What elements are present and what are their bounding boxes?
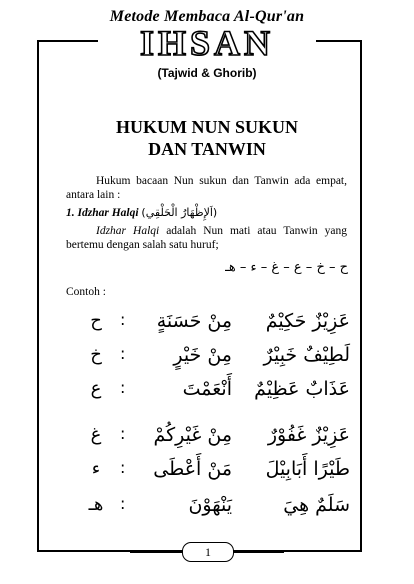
example-row — [80, 310, 350, 344]
example-phrase-b: عَذَابٌ عَظِيْمٌ — [254, 378, 350, 400]
example-phrase-a: مِنْ خَيْرٍ — [173, 344, 232, 366]
example-phrase-b: طَيْرًا أَبَابِيْلَ — [265, 458, 350, 480]
example-phrase-a: مِنْ غَيْرِكُمْ — [153, 424, 232, 446]
chapter-title-line2: DAN TANWIN — [148, 139, 266, 159]
example-letter: هـ — [88, 494, 104, 515]
example-colon: : — [120, 458, 126, 477]
page-number: 1 — [182, 542, 234, 562]
example-phrase-b: عَزِيْزٌ غَفُوْرٌ — [267, 424, 350, 446]
section-heading-text: 1. Idzhar Halqi — [66, 207, 139, 219]
book-subtitle: (Tajwid & Ghorib) — [157, 66, 257, 80]
example-letter: خ — [90, 344, 102, 365]
definition-term: Idzhar Halqi — [96, 225, 160, 237]
series-title: Metode Membaca Al-Qur'an — [109, 8, 305, 25]
example-row — [80, 378, 350, 412]
example-phrase-a: يَنْهَوْنَ — [188, 494, 232, 516]
definition-text: adalah Nun mati atau Tanwin yang bertemu dengan salah satu huruf; — [66, 225, 347, 251]
section-heading — [66, 206, 347, 220]
example-phrase-b: عَزِيْزٌ حَكِيْمٌ — [265, 310, 350, 332]
example-colon: : — [120, 494, 126, 513]
example-colon: : — [120, 424, 126, 443]
chapter-title-line1: HUKUM NUN SUKUN — [116, 117, 298, 137]
example-phrase-b: لَطِيْفٌ خَبِيْرٌ — [263, 344, 350, 366]
ihsan-logo: IHSAN — [98, 28, 316, 58]
contoh-label: Contoh : — [66, 286, 106, 298]
example-row — [80, 424, 350, 458]
example-phrase-a: مَنْ أَعْطَى — [153, 458, 232, 480]
example-letter: ء — [91, 458, 101, 479]
example-letter: غ — [90, 424, 102, 445]
example-letter: ح — [90, 310, 102, 331]
chapter-title — [0, 116, 414, 160]
section-heading-arabic: (اَلإِظْهَارُ الْحَلْقِي) — [141, 206, 218, 219]
example-phrase-b: سَلَمٌ هِيَ — [283, 494, 350, 516]
example-phrase-a: أَنْعَمْتَ — [182, 378, 232, 400]
example-letter: ع — [90, 378, 102, 399]
example-row — [80, 344, 350, 378]
example-colon: : — [120, 310, 126, 329]
example-colon: : — [120, 378, 126, 397]
definition-paragraph — [66, 224, 347, 252]
example-colon: : — [120, 344, 126, 363]
example-row — [80, 494, 350, 528]
intro-paragraph: Hukum bacaan Nun sukun dan Tanwin ada empat, antara lain : — [66, 175, 347, 201]
example-phrase-a: مِنْ حَسَنَةٍ — [156, 310, 232, 332]
example-row — [80, 458, 350, 492]
halqi-letters: ح – خ – ع – غ – ء – هـ — [225, 260, 348, 275]
